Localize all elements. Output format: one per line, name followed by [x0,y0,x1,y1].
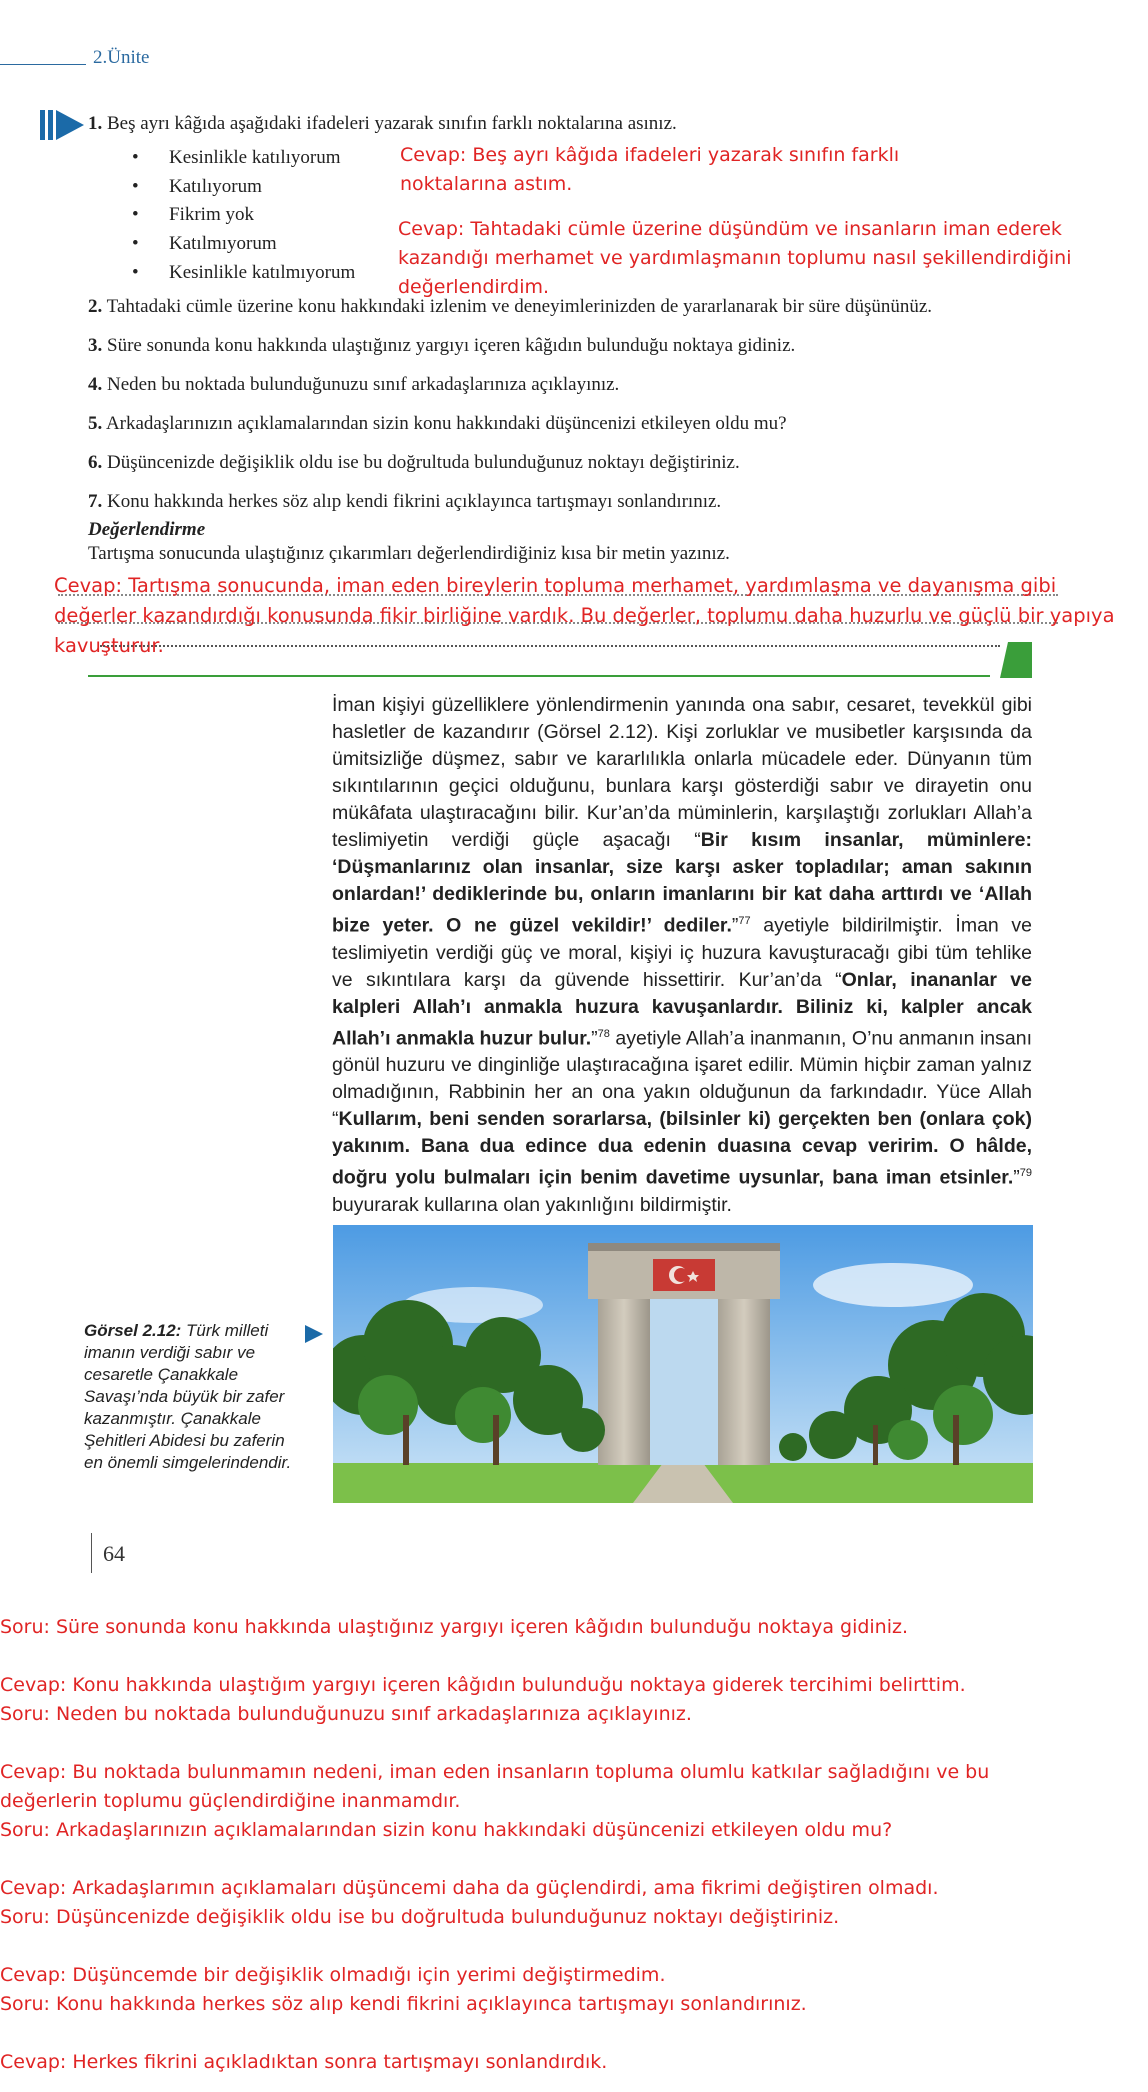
option-item: • Kesinlikle katılıyorum [132,147,341,168]
qa-line: Cevap: Herkes fikrini açıkladıktan sonra tartışmayı sonlandırdık. [0,2051,608,2073]
activity-marker-icon [40,110,84,140]
evaluation-text: Tartışma sonucunda ulaştığınız çıkarımları değerlendirdiğiniz kısa bir metin yazınız. [88,543,730,564]
qa-line: Soru: Arkadaşlarınızın açıklamalarından sizin konu hakkındaki düşüncenizi etkileyen oldu mu? [0,1819,893,1841]
qa-line: Cevap: Arkadaşlarımın açıklamaları düşüncemi daha da güçlendirdi, ama fikrimi değiştiren olmadı. [0,1877,939,1899]
question-3: 3. Süre sonunda konu hakkında ulaştığınız yargıyı içeren kâğıdın bulunduğu noktaya gidiniz. [88,335,796,356]
option-item: • Kesinlikle katılmıyorum [132,262,356,283]
question-1: 1. Beş ayrı kâğıda aşağıdaki ifadeleri yazarak sınıfın farklı noktalarına asınız. [88,113,677,134]
section-divider [88,675,990,677]
caption-pointer-icon [305,1325,323,1343]
evaluation-title: Değerlendirme [88,519,206,540]
qa-line: Soru: Neden bu noktada bulunduğunuzu sınıf arkadaşlarınıza açıklayınız. [0,1703,692,1725]
page-number-rule [91,1533,92,1573]
figure-caption: Görsel 2.12: Türk milleti imanın verdiği sabır ve cesaretle Çanakkale Savaşı’nda büyük bir zafer kazanmıştır. Çanakkale Şehitleri Abidesi bu zaferin en önemli simgelerindendir. [84,1321,292,1472]
question-6: 6. Düşüncenizde değişiklik oldu ise bu doğrultuda bulunduğunuz noktayı değiştiriniz. [88,452,740,473]
qa-line: Soru: Süre sonunda konu hakkında ulaştığınız yargıyı içeren kâğıdın bulunduğu noktaya gidiniz. [0,1616,909,1638]
page-number: 64 [103,1541,125,1566]
option-item: • Katılmıyorum [132,233,277,254]
writing-line [100,645,1000,647]
canakkale-memorial-photo [333,1225,1033,1503]
unit-label: 2.Ünite [93,47,150,68]
qa-line: Cevap: Bu noktada bulunmamın nedeni, iman eden insanların topluma olumlu katkılar sağladığını ve bu [0,1761,990,1783]
question-7: 7. Konu hakkında herkes söz alıp kendi fikrini açıklayınca tartışmayı sonlandırınız. [88,491,722,512]
qa-line: Soru: Konu hakkında herkes söz alıp kendi fikrini açıklayınca tartışmayı sonlandırınız. [0,1993,807,2015]
unit-header-rule [0,64,86,65]
answer-2: Cevap: Tahtadaki cümle üzerine düşündüm ve insanların iman ederek kazandığı merhamet ve yardımlaşmanın toplumu nasıl şekillendirdiğini değerlendirdim. [398,218,1072,298]
option-item: • Fikrim yok [132,204,254,225]
qa-line: değerlerin toplumu güçlendirdiğine inanmamdır. [0,1790,461,1812]
qa-line: Cevap: Düşüncemde bir değişiklik olmadığı için yerimi değiştirmedim. [0,1964,666,1986]
qa-line: Soru: Düşüncenizde değişiklik oldu ise bu doğrultuda bulunduğunuz noktayı değiştiriniz. [0,1906,840,1928]
question-2: 2. Tahtadaki cümle üzerine konu hakkındaki izlenim ve deneyimlerinizden de yararlanarak bir süre düşününüz. [88,296,933,317]
body-paragraph: İman kişiyi güzelliklere yönlendirmenin yanında ona sabır, cesaret, tevekkül gibi hasletler de kazandırır (Görsel 2.12). Kişi zorluklar ve musibetler karşısında da ümitsizliğe düşmez, sabır ve kararlılıkla onlarla mücadele eder. Dünyanın tüm sıkıntılarının geçici olduğunu, bunlara karşı gösterdiği sabır ve dirayetin onu mükâfata ulaştıracağını bilir. Kur’an’da müminlerin, karşılaştığı zorlukları Allah’a teslimiyetin verdiği güçle aşacağı “Bir kısım insanlar, müminlere: ‘Düşmanlarınız olan insanlar, size karşı asker topladılar; aman sakının onlardan!’ dediklerinde bu, onların imanlarını bir kat daha arttırdı ve ‘Allah bize yeter. O ne güzel vekildir!’ dediler.”$^{77}$ ayetiyle bildirilmiştir. İman ve teslimiyetin verdiği güç ve moral, kişiyi iç huzura kavuşturacağı gibi tüm tehlike ve sıkıntılara karşı da güvende hissettirir. Kur’an’da “Onlar, inananlar ve kalpleri Allah’ı anmakla huzura kavuşanlardır. Biliniz ki, kalpler ancak Allah’ı anmakla huzur bulur.”$^{78}$ ayetiyle Allah’a inanmanın, O’nu anmanın insanı gönül huzuru ve dinginliğe ulaştıracağına işaret edilir. Mümin hiçbir zaman yalnız olmadığının, Rabbinin her an ona yakın olduğunun da farkındadır. Yüce Allah “Kullarım, beni senden sorarlarsa, (bilsinler ki) gerçekten ben (onlara çok) yakınım. Bana dua edince dua edenin duasına cevap veririm. O hâlde, doğru yolu bulmaları için benim davetime uysunlar, bana iman etsinler.”$^{79}$ buyurarak kullarına olan yakınlığını bildirmiştir. [332,694,1032,1216]
option-item: • Katılıyorum [132,176,262,197]
answer-1: Cevap: Beş ayrı kâğıda ifadeleri yazarak sınıfın farklı noktalarına astım. [400,144,900,195]
question-5: 5. Arkadaşlarınızın açıklamalarından sizin konu hakkındaki düşüncenizi etkileyen oldu mu? [88,413,787,434]
qa-line: Cevap: Konu hakkında ulaştığım yargıyı içeren kâğıdın bulunduğu noktaya giderek tercihimi belirttim. [0,1674,966,1696]
question-4: 4. Neden bu noktada bulunduğunuzu sınıf arkadaşlarınıza açıklayınız. [88,374,620,395]
green-corner-tab-icon [1000,642,1032,678]
evaluation-answer: Cevap: Tartışma sonucunda, iman eden bireylerin topluma merhamet, yardımlaşma ve dayanışma gibi değerler kazandırdığı konusunda fikir birliğine vardık. Bu değerler, toplumu daha huzurlu ve güçlü bir yapıya kavuşturur. [54,574,1115,657]
